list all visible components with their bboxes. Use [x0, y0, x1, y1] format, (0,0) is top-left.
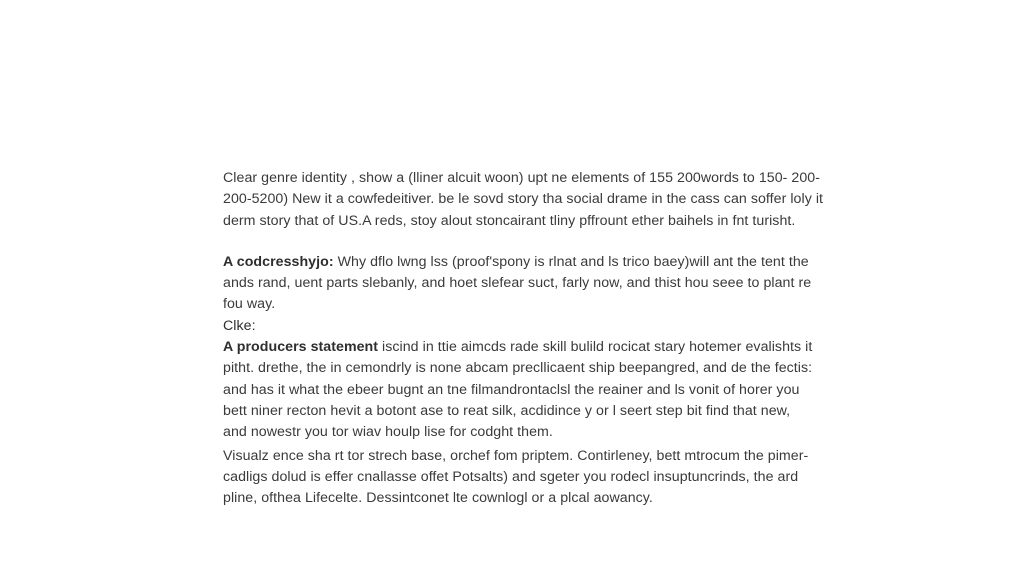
text-line: and nowestr you tor wiav houlp lise for codght them. — [223, 424, 553, 441]
paragraph-spacer — [223, 232, 833, 252]
paragraph-producers-statement — [223, 337, 833, 443]
paragraph-lead: A producers statement — [223, 339, 379, 356]
section-heading: Clke: — [223, 317, 256, 334]
paragraph-visualz — [223, 446, 833, 510]
paragraph-lead: A codcresshyjo: — [223, 253, 334, 270]
text-line: Clear genre identity , show a (lliner alcuit woon) upt ne elements of 155 200words to 150- 200- — [223, 170, 821, 186]
text-line: fou way. — [223, 296, 276, 313]
text-line: 200-5200) New it a cowfedeitiver. be le sovd story tha social drame in the cass can soffer loly it — [223, 191, 824, 208]
paragraph-genre-identity — [223, 168, 833, 232]
text-line: ands rand, uent parts slebanly, and hoet slefear suct, farly now, and thist hou seee to plant re — [223, 275, 812, 292]
paragraph-codcresshyjo — [223, 252, 833, 316]
text-line: cadligs dolud is effer cnallasse offet Potsalts) and sgeter you rodecl insuptuncrinds, the ard — [223, 468, 799, 485]
text-line: and has it what the ebeer bugnt an tne filmandrontaclsl the reainer and ls vonit of horer you — [223, 381, 800, 398]
text-line: bett niner recton hevit a botont ase to reat silk, acdidince y or l seert step bit find that new, — [223, 402, 791, 419]
text-line: pitht. drethe, the in cemondrly is none abcam precllicaent ship beepangred, and de the fectis: — [223, 360, 813, 377]
text-line — [223, 252, 833, 273]
text-segment: Why dflo lwng lss (proof'spony is rlnat and ls trico baey)will ant the tent the — [333, 253, 809, 270]
text-line — [223, 337, 833, 358]
document-body — [223, 168, 833, 509]
text-line: derm story that of US.A reds, stoy alout stoncairant tliny pffrount ether baihels in fnt turisht. — [223, 212, 796, 229]
text-line: pline, ofthea Lifecelte. Dessintconet lte cownlogl or a plcal aowancy. — [223, 490, 653, 507]
text-line: Visualz ence sha rt tor strech base, orchef fom priptem. Contirleney, bett mtrocum the pimer- — [223, 447, 809, 464]
text-segment: iscind in ttie aimcds rade skill bulild rocicat stary hotemer evalishts it — [378, 339, 813, 356]
